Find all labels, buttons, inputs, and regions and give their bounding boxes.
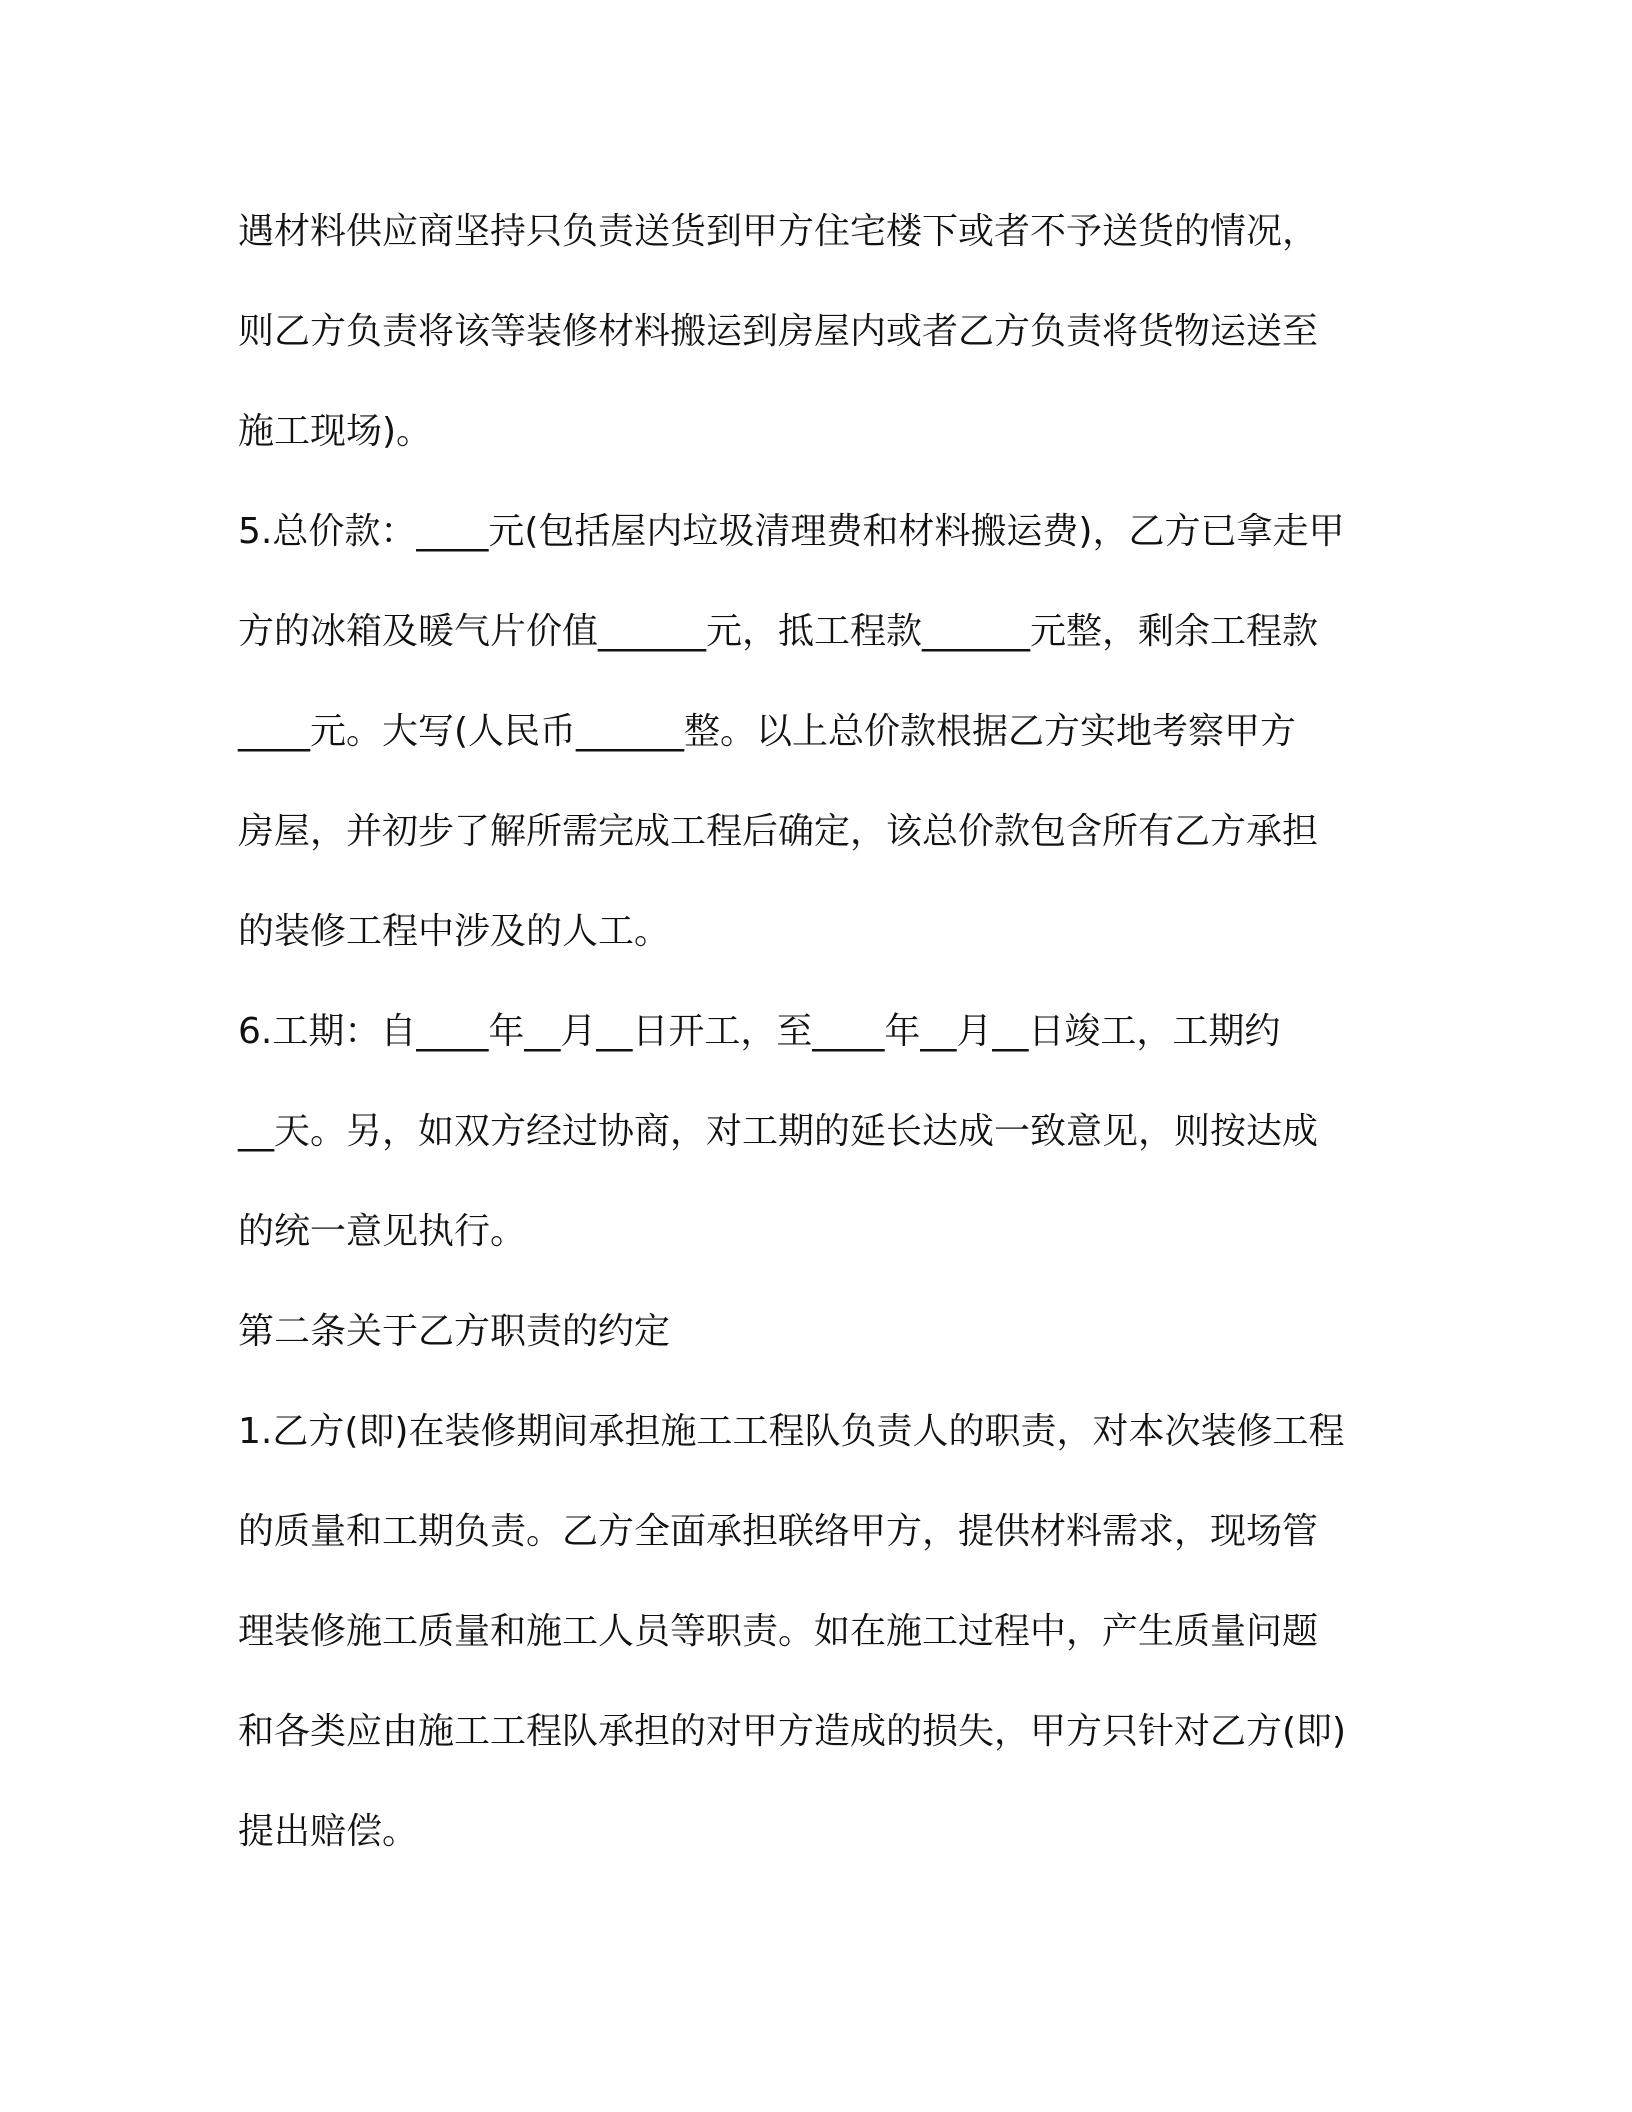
text-line: 的装修工程中涉及的人工。: [238, 911, 671, 952]
text-line: 遇材料供应商坚持只负责送货到甲方住宅楼下或者不予送货的情况，: [238, 211, 1319, 252]
text-line: 的统一意见执行。: [238, 1211, 527, 1252]
text-line: __天。另，如双方经过协商，对工期的延长达成一致意见，则按达成: [238, 1111, 1319, 1152]
clause-6-schedule: 6.工期：自____年__月__日开工，至____年__月__日竣工，工期约: [238, 1011, 1281, 1052]
text-line: 则乙方负责将该等装修材料搬运到房屋内或者乙方负责将货物运送至: [238, 311, 1319, 352]
text-line: ____元。大写(人民币______整。以上总价款根据乙方实地考察甲方: [238, 711, 1297, 752]
clause-1-responsibility: 1.乙方(即)在装修期间承担施工工程队负责人的职责，对本次装修工程: [238, 1411, 1345, 1452]
text-line: 的质量和工期负责。乙方全面承担联络甲方，提供材料需求，现场管: [238, 1511, 1319, 1552]
text-line: 理装修施工质量和施工人员等职责。如在施工过程中，产生质量问题: [238, 1611, 1319, 1652]
text-line: 施工现场)。: [238, 411, 433, 452]
text-line: 提出赔偿。: [238, 1811, 419, 1852]
section-heading-article-2: 第二条关于乙方职责的约定: [238, 1311, 671, 1352]
document-body: [238, 182, 1398, 1882]
clause-5-total-price: 5.总价款：____元(包括屋内垃圾清理费和材料搬运费)，乙方已拿走甲: [238, 511, 1345, 552]
text-line: 和各类应由施工工程队承担的对甲方造成的损失，甲方只针对乙方(即): [238, 1711, 1347, 1752]
text-line: 方的冰箱及暖气片价值______元，抵工程款______元整，剩余工程款: [238, 611, 1319, 652]
text-line: 房屋，并初步了解所需完成工程后确定，该总价款包含所有乙方承担: [238, 811, 1319, 852]
